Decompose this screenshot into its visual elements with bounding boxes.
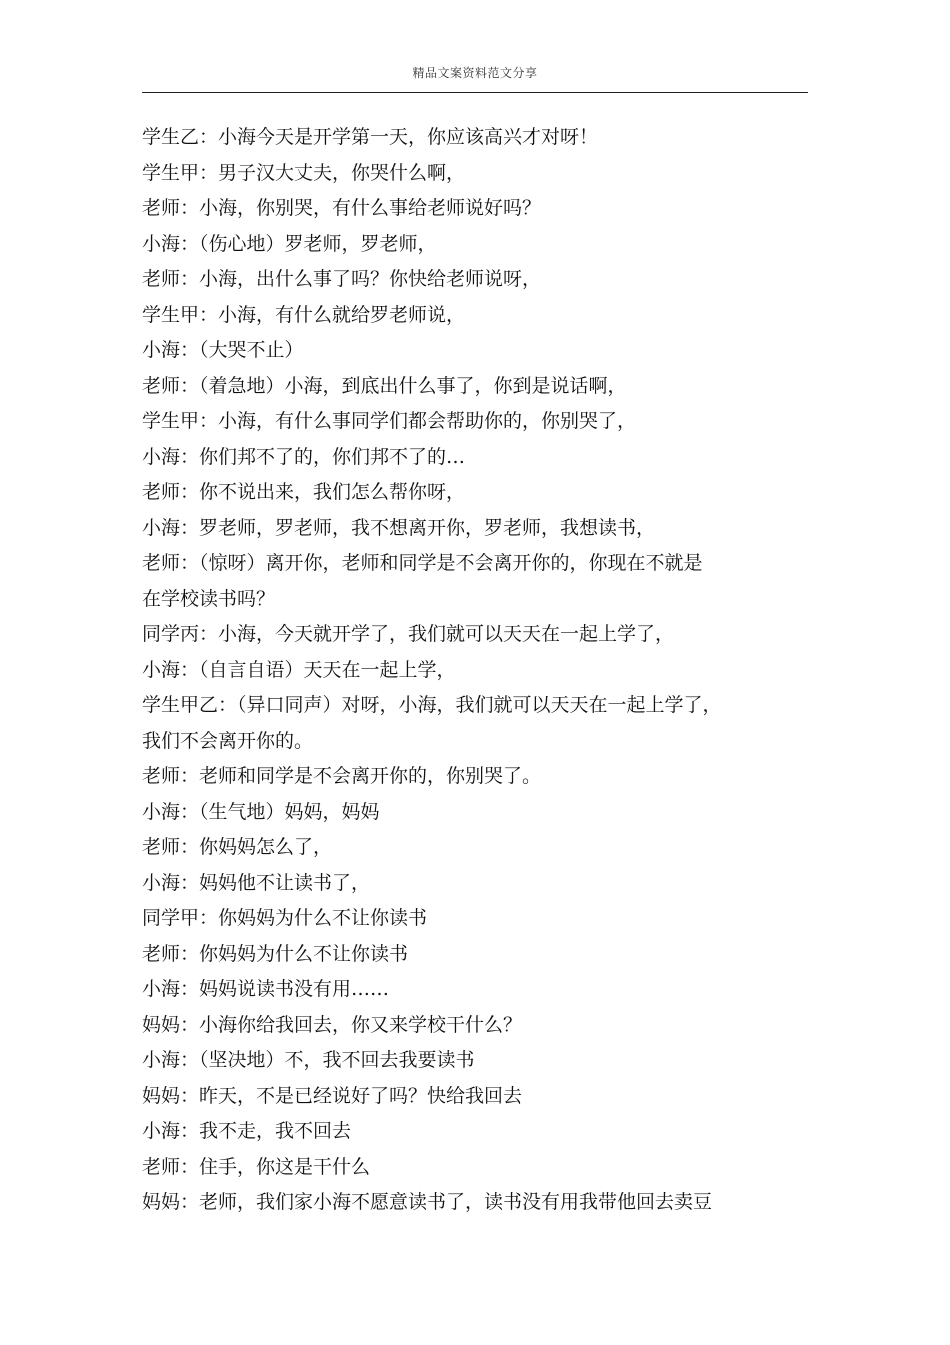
dialogue-line: 妈妈：老师，我们家小海不愿意读书了，读书没有用我带他回去卖豆 (142, 1191, 713, 1213)
dialogue-line: 老师：（着急地）小海，到底出什么事了，你到是说话啊， (142, 374, 627, 397)
dialogue-line: 小海：（生气地）妈妈，妈妈 (142, 800, 380, 823)
dialogue-line: 老师：你不说出来，我们怎么帮你呀， (142, 481, 466, 503)
dialogue-line: 老师：老师和同学是不会离开你的，你别哭了。 (142, 765, 542, 787)
dialogue-line: 在学校读书吗？ (142, 587, 276, 610)
dialogue-line: 小海：（大哭不止） (142, 339, 304, 361)
dialogue-line: 老师：住手，你这是干什么 (142, 1155, 371, 1178)
dialogue-line: 老师：（惊呀）离开你，老师和同学是不会离开你的，你现在不就是 (142, 552, 703, 574)
dialogue-line: 小海：罗老师，罗老师，我不想离开你，罗老师，我想读书， (142, 516, 656, 539)
dialogue-line: 学生甲：男子汉大丈夫，你哭什么啊， (142, 161, 466, 184)
header-text: 精品文案资料范文分享 (412, 66, 538, 80)
dialogue-line: 同学甲：你妈妈为什么不让你读书 (142, 907, 428, 929)
dialogue-line: 学生甲：小海，有什么事同学们都会帮助你的，你别哭了， (142, 410, 637, 432)
dialogue-line: 学生甲：小海，有什么就给罗老师说， (142, 303, 466, 326)
dialogue-line: 老师：小海，出什么事了吗？你快给老师说呀， (142, 268, 542, 290)
dialogue-line: 老师：你妈妈为什么不让你读书 (142, 942, 409, 965)
dialogue-line: 小海：（坚决地）不，我不回去我要读书 (142, 1049, 475, 1071)
page-header (142, 62, 808, 93)
dialogue-line: 我们不会离开你的。 (142, 729, 314, 752)
dialogue-line: 小海：（伤心地）罗老师，罗老师， (142, 232, 437, 255)
dialogue-line: 妈妈：小海你给我回去，你又来学校干什么？ (142, 1013, 523, 1036)
dialogue-line: 小海：你们邦不了的，你们邦不了的… (142, 445, 466, 468)
dialogue-line: 小海：妈妈他不让读书了， (142, 871, 371, 894)
dialogue-line: 同学丙：小海，今天就开学了，我们就可以天天在一起上学了， (142, 623, 675, 645)
dialogue-line: 老师：小海，你别哭，有什么事给老师说好吗？ (142, 197, 542, 219)
dialogue-line: 学生甲乙：（异口同声）对呀，小海，我们就可以天天在一起上学了， (142, 694, 722, 716)
dialogue-line: 小海：妈妈说读书没有用…… (142, 978, 390, 1000)
dialogue-line: 小海：（自言自语）天天在一起上学， (142, 658, 456, 681)
dialogue-line: 学生乙：小海今天是开学第一天，你应该高兴才对呀！ (142, 126, 599, 148)
dialogue-line: 妈妈：昨天，不是已经说好了吗？快给我回去 (142, 1084, 523, 1107)
dialogue-line: 老师：你妈妈怎么了， (142, 836, 333, 858)
dialogue-line: 小海：我不走，我不回去 (142, 1120, 352, 1142)
script-body (142, 120, 772, 1221)
